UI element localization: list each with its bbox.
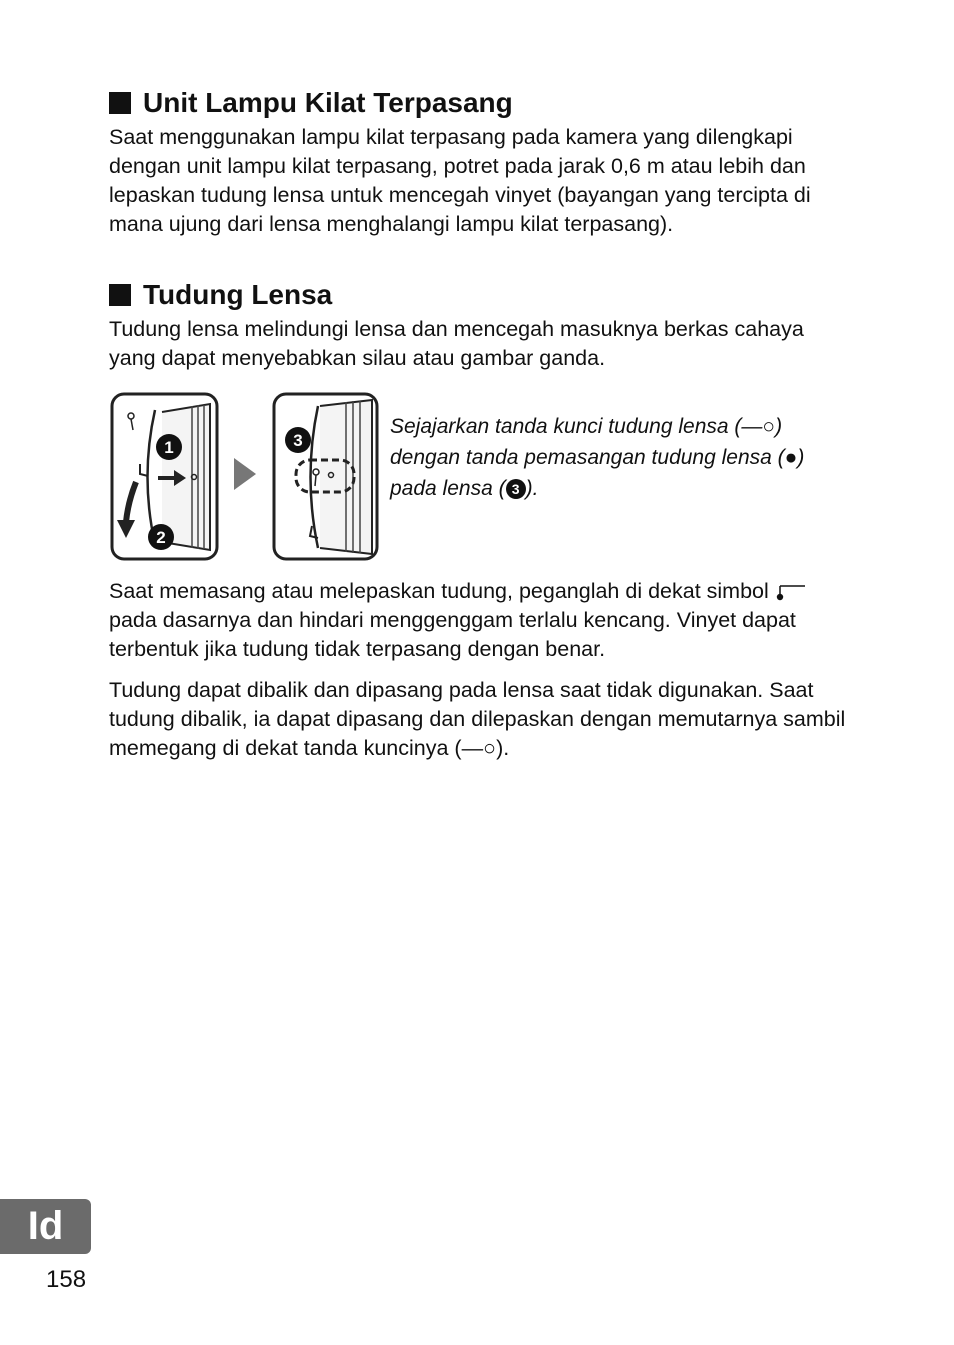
square-bullet-icon <box>109 92 131 114</box>
step-1-label: 1 <box>164 438 174 457</box>
section-body: Saat menggunakan lampu kilat terpasang pada kamera yang dilengkapi dengan unit lampu kilat terpasang, potret pada jarak 0,6 m atau lebih dan lepaskan tudung lensa untuk mencegah vinyet (bayangan yang tercipta di mana ujung dari lensa menghalangi lampu kilat terpasang). <box>109 125 811 236</box>
step-2-badge <box>148 524 174 550</box>
hood-handling-paragraph <box>109 577 849 664</box>
heading-text: Unit Lampu Kilat Terpasang <box>143 87 513 118</box>
step-1-badge <box>156 434 182 460</box>
language-tab: Id <box>0 1199 91 1254</box>
section-lens-hood <box>109 278 849 373</box>
triangle-right-icon <box>234 458 256 490</box>
caption-text: Sejajarkan tanda kunci tudung lensa (—○) dengan tanda pemasangan tudung lensa (●) pada lensa ( <box>390 415 805 500</box>
figure-caption <box>390 411 850 504</box>
hood-reverse-paragraph: Tudung dapat dibalik dan dipasang pada lensa saat tidak digunakan. Saat tudung dibalik, ia dapat dipasang dan dilepaskan dengan memutarnya sambil memegang di dekat tanda kuncinya (—○). <box>109 678 846 760</box>
section-built-in-flash <box>109 86 849 239</box>
caption-text-end: ). <box>525 477 539 500</box>
step-3-circle-icon: 3 <box>506 479 526 499</box>
hood-base-symbol-icon <box>775 583 805 601</box>
paragraph-text-end: pada dasarnya dan hindari menggenggam terlalu kencang. Vinyet dapat terbentuk jika tudung tidak terpasang dengan benar. <box>109 608 796 661</box>
square-bullet-icon <box>109 284 131 306</box>
page-number: 158 <box>46 1266 87 1293</box>
step-3-label: 3 <box>293 431 303 450</box>
section-heading <box>109 278 849 312</box>
step-2-label: 2 <box>156 528 166 547</box>
heading-text: Tudung Lensa <box>143 279 333 310</box>
section-heading <box>109 86 849 120</box>
section-body: Tudung lensa melindungi lensa dan mencegah masuknya berkas cahaya yang dapat menyebabkan silau atau gambar ganda. <box>109 317 804 370</box>
step-3-badge <box>285 427 311 453</box>
paragraph-text: Saat memasang atau melepaskan tudung, peganglah di dekat simbol <box>109 579 769 603</box>
panel-1 <box>112 394 217 559</box>
hood-attach-illustration <box>110 392 382 562</box>
panel-2 <box>274 394 377 559</box>
